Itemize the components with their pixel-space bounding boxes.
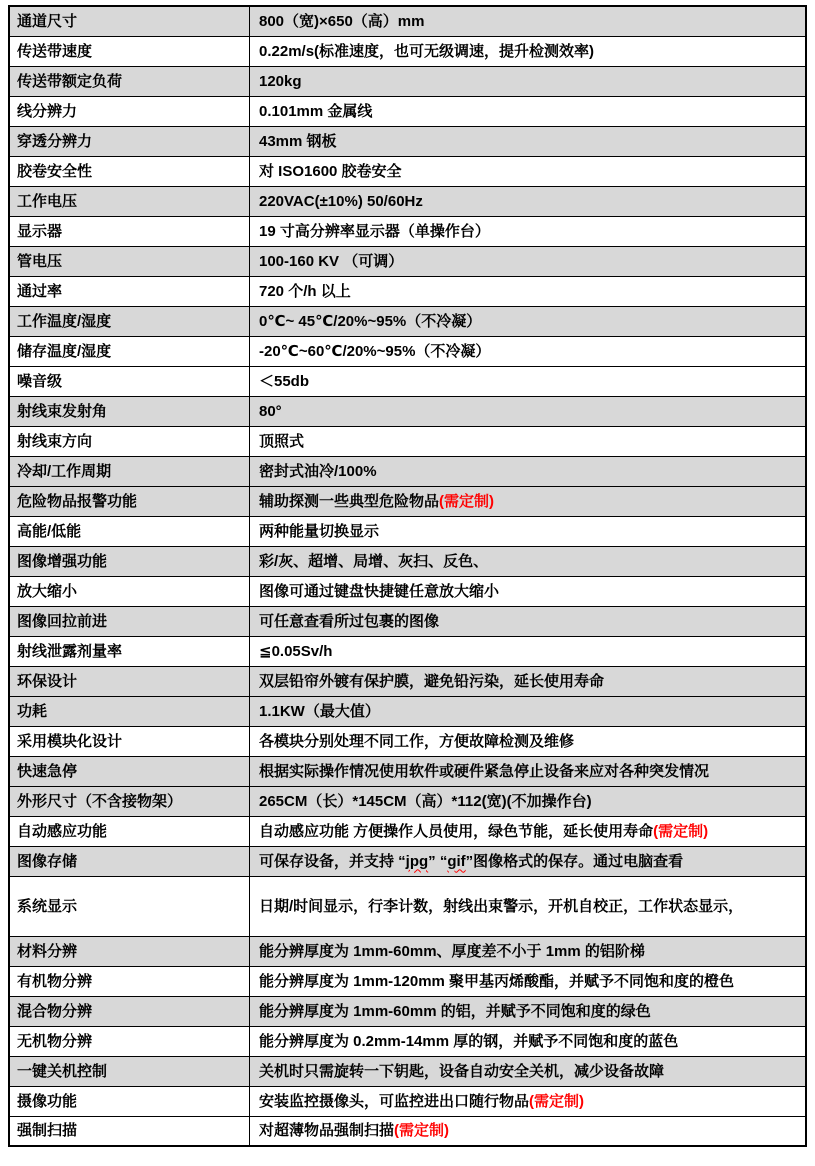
spec-label: 通过率	[9, 276, 250, 306]
spec-label: 工作电压	[9, 186, 250, 216]
spec-label: 图像回拉前进	[9, 606, 250, 636]
spec-value: 双层铅帘外镀有保护膜，避免铅污染，延长使用寿命	[250, 666, 807, 696]
spec-value: 0.22m/s(标准速度，也可无级调速，提升检测效率)	[250, 36, 807, 66]
spec-label: 显示器	[9, 216, 250, 246]
table-row	[9, 276, 806, 306]
spec-label: 噪音级	[9, 366, 250, 396]
spec-label: 管电压	[9, 246, 250, 276]
spec-label: 自动感应功能	[9, 816, 250, 846]
table-row	[9, 936, 806, 966]
table-row	[9, 336, 806, 366]
spec-value: 19 寸高分辨率显示器（单操作台）	[250, 216, 807, 246]
table-row	[9, 126, 806, 156]
spec-value: 120kg	[250, 66, 807, 96]
spec-label: 混合物分辨	[9, 996, 250, 1026]
spec-label: 采用模块化设计	[9, 726, 250, 756]
table-row	[9, 546, 806, 576]
table-row	[9, 1056, 806, 1086]
custom-required-note: (需定制)	[439, 492, 495, 510]
spec-label: 图像增强功能	[9, 546, 250, 576]
spec-value-text: 辅助探测一些典型危险物品	[259, 492, 440, 510]
spec-label: 摄像功能	[9, 1086, 250, 1116]
spec-value: 720 个/h 以上	[250, 276, 807, 306]
spec-label: 有机物分辨	[9, 966, 250, 996]
spec-label: 胶卷安全性	[9, 156, 250, 186]
spec-value-text: 对超薄物品强制扫描	[259, 1122, 395, 1140]
spec-table	[8, 5, 807, 1147]
spec-label: 传送带额定负荷	[9, 66, 250, 96]
table-row	[9, 1086, 806, 1116]
spec-label: 放大缩小	[9, 576, 250, 606]
spec-value: 可任意查看所过包裹的图像	[250, 606, 807, 636]
spellcheck-flagged-text: gif	[447, 852, 466, 870]
spec-value: 能分辨厚度为 1mm-60mm 的铝，并赋予不同饱和度的绿色	[250, 996, 807, 1026]
table-row	[9, 636, 806, 666]
spec-label: 材料分辨	[9, 936, 250, 966]
spec-value: 顶照式	[250, 426, 807, 456]
spec-value-text: 可保存设备，并支持 “	[259, 852, 406, 870]
spec-value: 各模块分别处理不同工作，方便故障检测及维修	[250, 726, 807, 756]
spec-value: 0℃~ 45℃/20%~95%（不冷凝）	[250, 306, 807, 336]
table-row	[9, 1116, 806, 1146]
spec-value	[250, 816, 807, 846]
spec-label: 高能/低能	[9, 516, 250, 546]
table-row	[9, 516, 806, 546]
spec-label: 强制扫描	[9, 1116, 250, 1146]
spec-value-text: ”图像格式的保存。通过电脑查看	[465, 852, 684, 870]
spec-label: 功耗	[9, 696, 250, 726]
spec-label: 快速急停	[9, 756, 250, 786]
spec-value: 800（宽)×650（高）mm	[250, 6, 807, 36]
spec-label: 环保设计	[9, 666, 250, 696]
table-row	[9, 186, 806, 216]
custom-required-note: (需定制)	[529, 1092, 585, 1110]
table-row	[9, 6, 806, 36]
table-row	[9, 1026, 806, 1056]
spec-value-text: ” “	[428, 852, 448, 870]
spec-value: 两种能量切换显示	[250, 516, 807, 546]
spec-label: 危险物品报警功能	[9, 486, 250, 516]
table-row	[9, 306, 806, 336]
table-row	[9, 456, 806, 486]
spec-value: 彩/灰、超增、局增、灰扫、反色、	[250, 546, 807, 576]
table-row	[9, 786, 806, 816]
table-row	[9, 576, 806, 606]
spec-value	[250, 1116, 807, 1146]
spec-value: 关机时只需旋转一下钥匙，设备自动安全关机，减少设备故障	[250, 1056, 807, 1086]
spec-label: 冷却/工作周期	[9, 456, 250, 486]
spec-value: 100-160 KV （可调）	[250, 246, 807, 276]
spec-label: 图像存储	[9, 846, 250, 876]
spec-value: 对 ISO1600 胶卷安全	[250, 156, 807, 186]
spec-label: 射线束方向	[9, 426, 250, 456]
spec-value: 根据实际操作情况使用软件或硬件紧急停止设备来应对各种突发情况	[250, 756, 807, 786]
table-row	[9, 216, 806, 246]
table-row	[9, 36, 806, 66]
table-row	[9, 966, 806, 996]
spec-label: 一键关机控制	[9, 1056, 250, 1086]
spec-value: -20℃~60℃/20%~95%（不冷凝）	[250, 336, 807, 366]
custom-required-note: (需定制)	[653, 822, 709, 840]
spec-value: 能分辨厚度为 1mm-60mm、厚度差不小于 1mm 的铝阶梯	[250, 936, 807, 966]
table-row	[9, 486, 806, 516]
spec-value	[250, 1086, 807, 1116]
spec-label: 系统显示	[9, 876, 250, 936]
spec-label: 储存温度/湿度	[9, 336, 250, 366]
table-row	[9, 156, 806, 186]
spec-value: 220VAC(±10%) 50/60Hz	[250, 186, 807, 216]
spec-value	[250, 846, 807, 876]
spec-value-text: 自动感应功能 方便操作人员使用，绿色节能，延长使用寿命	[259, 822, 654, 840]
table-row	[9, 366, 806, 396]
spec-value: 日期/时间显示，行李计数，射线出束警示，开机自校正，工作状态显示，	[250, 876, 807, 936]
table-row	[9, 96, 806, 126]
spec-value: 265CM（长）*145CM（高）*112(宽)(不加操作台)	[250, 786, 807, 816]
table-row	[9, 66, 806, 96]
spec-label: 外形尺寸（不含接物架）	[9, 786, 250, 816]
spec-label: 无机物分辨	[9, 1026, 250, 1056]
table-row	[9, 846, 806, 876]
spec-value: ≦0.05Sv/h	[250, 636, 807, 666]
spec-value: 43mm 钢板	[250, 126, 807, 156]
spec-value: 图像可通过键盘快捷键任意放大缩小	[250, 576, 807, 606]
spec-label: 穿透分辨力	[9, 126, 250, 156]
spec-value: 0.101mm 金属线	[250, 96, 807, 126]
spec-label: 通道尺寸	[9, 6, 250, 36]
table-row	[9, 246, 806, 276]
spec-value: ＜55db	[250, 366, 807, 396]
spec-value: 能分辨厚度为 1mm-120mm 聚甲基丙烯酸酯，并赋予不同饱和度的橙色	[250, 966, 807, 996]
spec-value: 80°	[250, 396, 807, 426]
spec-label: 线分辨力	[9, 96, 250, 126]
spec-label: 射线泄露剂量率	[9, 636, 250, 666]
spec-value: 密封式油冷/100%	[250, 456, 807, 486]
spec-label: 射线束发射角	[9, 396, 250, 426]
table-row	[9, 876, 806, 936]
spec-value: 1.1KW（最大值）	[250, 696, 807, 726]
spec-value	[250, 486, 807, 516]
table-row	[9, 996, 806, 1026]
table-row	[9, 606, 806, 636]
spec-label: 工作温度/湿度	[9, 306, 250, 336]
spellcheck-flagged-text: jpg	[405, 852, 429, 870]
table-row	[9, 816, 806, 846]
table-row	[9, 756, 806, 786]
spec-table-body	[9, 6, 806, 1146]
table-row	[9, 666, 806, 696]
table-row	[9, 396, 806, 426]
table-row	[9, 696, 806, 726]
table-row	[9, 726, 806, 756]
custom-required-note: (需定制)	[394, 1122, 450, 1140]
spec-value-text: 安装监控摄像头，可监控进出口随行物品	[259, 1092, 530, 1110]
table-row	[9, 426, 806, 456]
spec-label: 传送带速度	[9, 36, 250, 66]
spec-value: 能分辨厚度为 0.2mm-14mm 厚的钢，并赋予不同饱和度的蓝色	[250, 1026, 807, 1056]
